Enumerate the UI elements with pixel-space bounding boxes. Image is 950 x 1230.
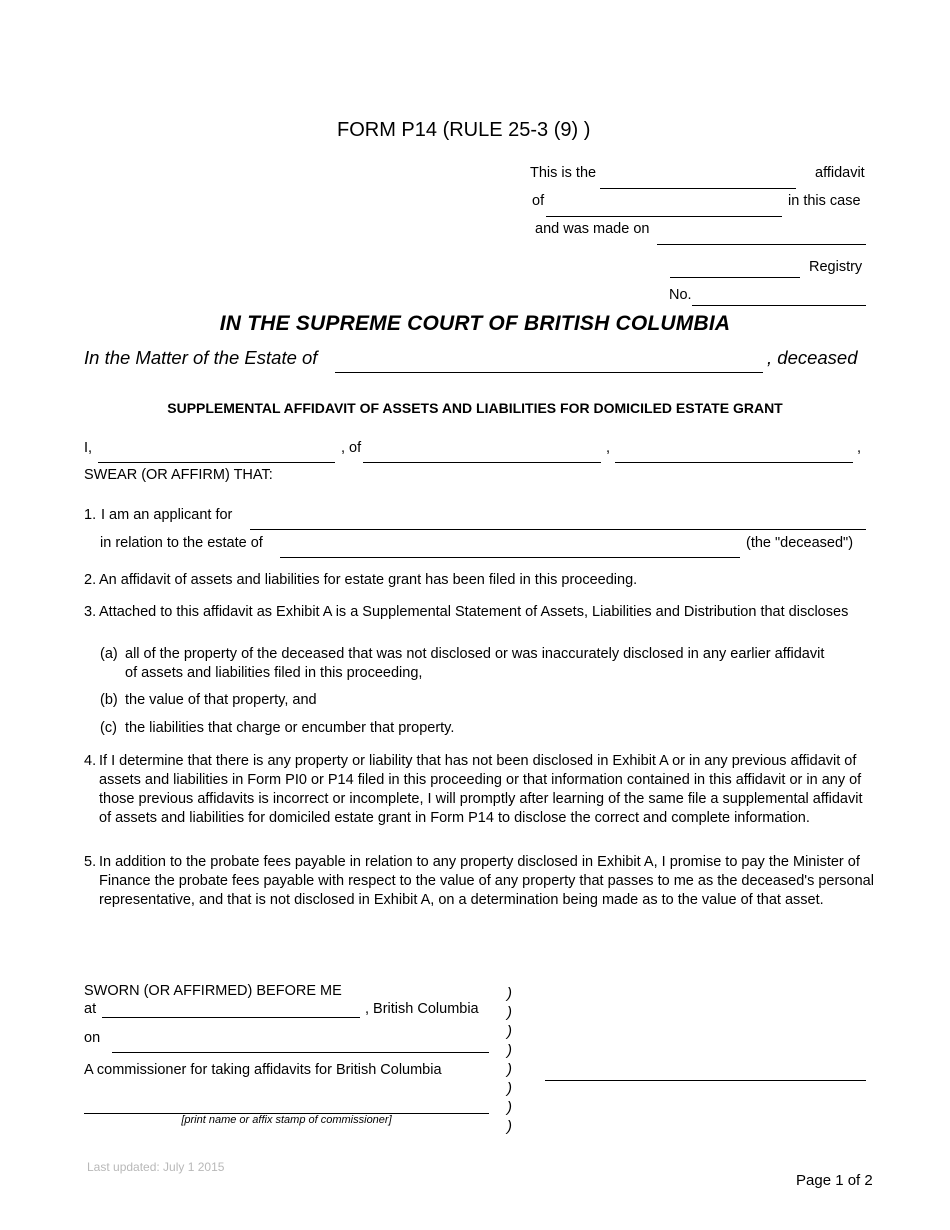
p2-number: 2. — [84, 572, 97, 588]
commissioner-caption: [print name or affix stamp of commissioner] — [181, 1114, 392, 1126]
commissioner-name-field[interactable] — [84, 1095, 489, 1114]
sworn-date-field[interactable] — [112, 1034, 489, 1053]
deponent-name-header-field[interactable] — [546, 198, 782, 217]
of-deponent-label: , of — [341, 440, 362, 456]
comma-separator: , — [606, 440, 611, 456]
registry-label: Registry — [809, 259, 863, 275]
deponent-occupation-field[interactable] — [615, 444, 853, 463]
jurat-paren: ) — [507, 1042, 512, 1059]
p3-number: 3. — [84, 604, 97, 620]
file-no-label: No. — [669, 287, 692, 303]
paragraph-4 — [84, 752, 874, 828]
applicant-for-field[interactable] — [250, 511, 866, 530]
paragraph-3b — [100, 691, 830, 710]
jurat-paren: ) — [507, 1061, 512, 1078]
p3b-text: the value of that property, and — [125, 692, 317, 708]
i-label: I, — [84, 440, 93, 456]
p3b-label: (b) — [100, 692, 118, 708]
affidavit-label: affidavit — [815, 165, 865, 181]
estate-name-field[interactable] — [335, 354, 763, 373]
matter-prefix: In the Matter of the Estate of — [84, 347, 318, 368]
deponent-name-field[interactable] — [98, 444, 335, 463]
jurat-paren: ) — [507, 1118, 512, 1135]
registry-field[interactable] — [670, 259, 800, 278]
paragraph-2 — [84, 571, 874, 590]
deceased-name-field[interactable] — [280, 539, 740, 558]
deponent-signature-field[interactable] — [545, 1062, 866, 1081]
page-number: Page 1 of 2 — [796, 1172, 873, 1189]
jurat-paren: ) — [507, 1023, 512, 1040]
file-no-field[interactable] — [692, 287, 866, 306]
comma-end: , — [857, 440, 862, 456]
p3a-text: all of the property of the deceased that was not disclosed or was inaccurately disclosed in any earlier affidavit of assets and liabilities filed in this proceeding, — [125, 646, 825, 681]
sworn-label: SWORN (OR AFFIRMED) BEFORE ME — [84, 983, 342, 999]
p5-number: 5. — [84, 854, 97, 870]
p3a-label: (a) — [100, 646, 118, 662]
british-columbia-label: , British Columbia — [365, 1001, 479, 1017]
jurat-paren: ) — [507, 985, 512, 1002]
p3-text: Attached to this affidavit as Exhibit A is a Supplemental Statement of Assets, Liabilities and Distribution that discloses — [99, 604, 849, 620]
of-label: of — [532, 193, 545, 209]
this-is-the-label: This is the — [530, 165, 597, 181]
made-on-label: and was made on — [535, 221, 650, 237]
p5-text: In addition to the probate fees payable in relation to any property disclosed in Exhibit A, I promise to pay the Minister of Finance the probate fees payable with respect to the value of any property that passes to me as the deceased's personal representative, and that is not disclosed in Exhibit A, on a determination being made as to the value of that asset. — [99, 854, 874, 908]
sworn-location-field[interactable] — [102, 999, 360, 1018]
in-this-case-label: in this case — [788, 193, 861, 209]
p3c-text: the liabilities that charge or encumber that property. — [125, 720, 455, 736]
p1-relation-text: in relation to the estate of — [100, 535, 263, 551]
court-title: IN THE SUPREME COURT OF BRITISH COLUMBIA — [219, 312, 731, 335]
p2-text: An affidavit of assets and liabilities for estate grant has been filed in this proceeding. — [99, 572, 638, 588]
paragraph-3a — [100, 645, 830, 683]
made-on-date-field[interactable] — [657, 226, 866, 245]
p4-number: 4. — [84, 753, 97, 769]
jurat-paren: ) — [507, 1080, 512, 1097]
p1-text: I am an applicant for — [101, 507, 233, 523]
p1-deceased-label: (the "deceased") — [746, 535, 854, 551]
jurat-paren: ) — [507, 1099, 512, 1116]
matter-suffix: , deceased — [767, 347, 858, 368]
on-label: on — [84, 1030, 101, 1046]
paragraph-5 — [84, 853, 874, 910]
deponent-address-field[interactable] — [363, 444, 601, 463]
p1-number: 1. — [84, 507, 97, 523]
jurat-paren: ) — [507, 1004, 512, 1021]
paragraph-3c — [100, 719, 830, 738]
affidavit-number-field[interactable] — [600, 170, 796, 189]
paragraph-3 — [84, 603, 874, 622]
commissioner-label: A commissioner for taking affidavits for British Columbia — [84, 1062, 442, 1078]
form-title: FORM P14 (RULE 25-3 (9) ) — [337, 119, 591, 141]
p4-text: If I determine that there is any property or liability that has not been disclosed in Exhibit A or in any previous affidavit of assets and liabilities in Form PI0 or P14 filed in this proceeding or that information contained in this affidavit or in any of those previous affidavits is incorrect or incomplete, I will promptly after learning of the same file a supplemental affidavit of assets and liabilities for domiciled estate grant in Form P14 to disclose the correct and complete information. — [99, 753, 863, 826]
at-label: at — [84, 1001, 97, 1017]
p3c-label: (c) — [100, 720, 117, 736]
affidavit-title: SUPPLEMENTAL AFFIDAVIT OF ASSETS AND LIABILITIES FOR DOMICILED ESTATE GRANT — [167, 400, 783, 416]
last-updated: Last updated: July 1 2015 — [87, 1160, 225, 1174]
swear-label: SWEAR (OR AFFIRM) THAT: — [84, 467, 273, 483]
